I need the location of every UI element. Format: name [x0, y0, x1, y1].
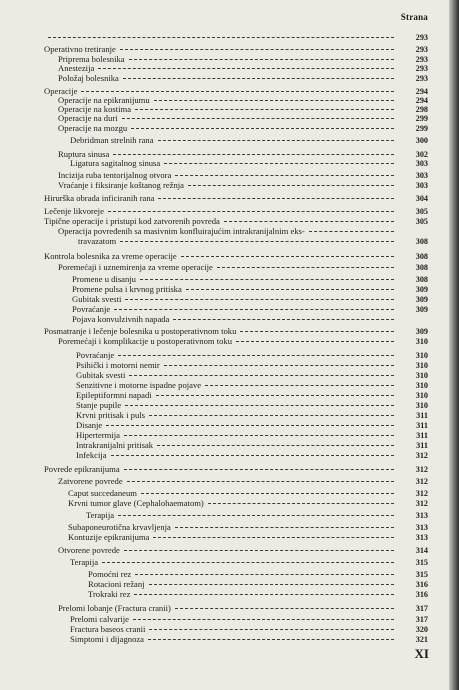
toc-entry-title: Trokraki rez [88, 589, 131, 599]
toc-entry-page-number: 299 [415, 114, 428, 123]
toc-leader-dashes [106, 425, 394, 426]
toc-entry-title: Senzitivne i motorne ispadne pojave [76, 380, 202, 390]
toc-entry-page-number: 293 [415, 55, 428, 64]
toc-leader-dashes [122, 118, 394, 119]
toc-leader-dashes [148, 639, 394, 640]
toc-entry-page-number: 293 [415, 45, 428, 54]
toc-entry-page-number: 303 [415, 181, 428, 190]
toc-entry-title: Stanje pupile [76, 400, 122, 410]
toc-leader-dashes [149, 584, 394, 585]
toc-entry-title: Povraćanje [72, 304, 111, 314]
toc-leader-dashes [140, 279, 394, 280]
toc-entry-title: Gubitak svesti [76, 370, 126, 380]
toc-leader-dashes [224, 221, 394, 222]
toc-entry-title: Gubitak svesti [72, 294, 122, 304]
toc-leader-dashes [135, 574, 394, 575]
toc-leader-dashes [164, 163, 394, 164]
toc-entry-page-number: 310 [415, 391, 428, 400]
toc-entry-title: Operacije na mozgu [58, 123, 128, 133]
toc-entry-page-number: 311 [416, 411, 428, 420]
toc-leader-dashes [123, 78, 394, 79]
toc-entry-title: Simptomi i dijagnoza [70, 634, 144, 644]
toc-entry-page-number: 313 [415, 511, 428, 520]
toc-leader-dashes [158, 198, 394, 199]
toc-entry-page-number: 302 [415, 150, 428, 159]
toc-entry-title: Operacije na duri [58, 113, 118, 123]
toc-leader-dashes [124, 435, 394, 436]
toc-leader-dashes [118, 355, 394, 356]
toc-leader-dashes [149, 629, 394, 630]
toc-entry [0, 464, 428, 475]
toc-entry-page-number: 310 [415, 401, 428, 410]
toc-entry-title: Krvni tumor glave (Cephalohaematom) [68, 498, 204, 508]
toc-entry-page-number: 310 [415, 361, 428, 370]
toc-entry [0, 32, 428, 43]
toc-entry-page-number: 312 [415, 489, 428, 498]
toc-entry-page-number: 303 [415, 159, 428, 168]
toc-entry-page-number: 308 [415, 263, 428, 272]
toc-entry-title: Rotacioni režanj [88, 579, 145, 589]
toc-entry-title: Otvorene povrede [58, 545, 120, 555]
toc-leader-dashes [181, 256, 394, 257]
toc-leader-dashes [98, 68, 394, 69]
toc-entry-page-number: 310 [415, 371, 428, 380]
toc-entry-title: Tipične operacije i pristupi kod zatvorenih povreda [44, 216, 220, 226]
toc-entry-page-number: 300 [415, 136, 428, 145]
toc-leader-dashes [149, 415, 394, 416]
toc-entry-title: Položaj bolesnika [58, 73, 119, 83]
toc-leader-dashes [175, 608, 394, 609]
toc-entry-page-number: 316 [415, 590, 428, 599]
toc-leader-dashes [118, 515, 394, 516]
toc-leader-dashes [188, 185, 394, 186]
toc-entry-page-number: 312 [415, 451, 428, 460]
toc-leader-dashes [125, 299, 394, 300]
toc-entry-title: Operacije [44, 86, 78, 96]
toc-entry-page-number: 314 [415, 546, 428, 555]
toc-entry [0, 193, 428, 204]
toc-leader-dashes [240, 331, 394, 332]
toc-entry [0, 236, 428, 247]
toc-leader-dashes [102, 562, 394, 563]
toc-entry-page-number: 308 [415, 237, 428, 246]
toc-entry-page-number: 317 [415, 615, 428, 624]
toc-entry-title: Prelomi lobanje (Fractura cranii) [58, 603, 171, 613]
toc-entry-title: Incizija ruba tentorijalnog otvora [58, 170, 172, 180]
toc-entry-title: Prelomi calvarije [70, 614, 129, 624]
toc-leader-dashes [217, 267, 394, 268]
toc-entry-title: Infekcija [76, 450, 107, 460]
toc-entry [0, 123, 428, 134]
toc-leader-dashes [186, 289, 394, 290]
toc-entry-title: travazatom [78, 236, 117, 246]
toc-entry-title: Psihički i motorni nemir [76, 360, 160, 370]
toc-entry-page-number: 312 [415, 465, 428, 474]
toc-leader-dashes [164, 365, 394, 366]
toc-entry-title: Priprema bolesnika [58, 54, 125, 64]
toc-entry [0, 450, 428, 461]
toc-entry [0, 476, 428, 487]
toc-entry-page-number: 309 [415, 305, 428, 314]
toc-entry-title: Kontrola bolesnika za vreme operacije [44, 251, 177, 261]
toc-entry-title: Vraćanje i fiksiranje koštanog režnja [58, 180, 184, 190]
toc-entry-page-number: 321 [415, 635, 428, 644]
toc-entry-page-number: 298 [415, 105, 428, 114]
toc-entry-page-number: 310 [415, 351, 428, 360]
toc-entry [0, 557, 428, 568]
toc-leader-dashes [120, 49, 394, 50]
toc-entry-title: Poremećaji i komplikacije u postoperativnom toku [58, 336, 232, 346]
toc-entry-title: Subaponeurotična krvavljenja [68, 522, 171, 532]
toc-entry-page-number: 299 [415, 124, 428, 133]
toc-entry-page-number: 309 [415, 285, 428, 294]
toc-entry-page-number: 293 [415, 33, 428, 42]
toc-leader-dashes [133, 619, 394, 620]
toc-leader-dashes [111, 455, 394, 456]
toc-entry-title: Debridman strelnih rana [70, 135, 154, 145]
page-column-header: Strana [400, 12, 428, 22]
toc-entry-page-number: 304 [415, 194, 428, 203]
toc-entry-page-number: 313 [415, 533, 428, 542]
toc-entry [0, 634, 428, 645]
toc-entry-page-number: 293 [415, 64, 428, 73]
toc-entry [0, 314, 428, 325]
toc-entry [0, 73, 428, 84]
toc-entry-title: Operativno tretiranje [44, 44, 116, 54]
toc-entry-page-number: 310 [415, 337, 428, 346]
toc-leader-dashes [154, 100, 394, 101]
toc-leader-dashes [236, 341, 394, 342]
toc-entry-page-number: 303 [415, 171, 428, 180]
toc-entry [0, 510, 428, 521]
toc-entry-page-number: 308 [415, 252, 428, 261]
toc-entry-page-number: 308 [415, 275, 428, 284]
toc-entry [0, 262, 428, 273]
toc-leader-dashes [48, 37, 394, 38]
toc-entry-page-number: 315 [415, 570, 428, 579]
roman-page-number: XI [414, 646, 429, 661]
toc-entry-page-number: 312 [415, 477, 428, 486]
toc-entry [0, 603, 428, 614]
toc-entry-page-number: 317 [415, 604, 428, 613]
toc-leader-dashes [158, 140, 394, 141]
toc-entry-page-number: 294 [415, 96, 428, 105]
toc-leader-dashes [127, 481, 394, 482]
toc-entry-page-number: 310 [415, 381, 428, 390]
toc-entry [0, 336, 428, 347]
toc-entry-title: Promene u disanju [72, 274, 136, 284]
toc-leader-dashes [134, 594, 394, 595]
toc-entry-title: Poremećaji i uznemirenja za vreme operacije [58, 262, 213, 272]
toc-leader-dashes [208, 503, 394, 504]
toc-entry-title: Hipertermija [76, 430, 120, 440]
toc-entry-title: Krvni pritisak i puls [76, 410, 145, 420]
toc-leader-dashes [175, 175, 394, 176]
toc-entry-title: Zatvorene povrede [58, 476, 123, 486]
toc-leader-dashes [124, 550, 394, 551]
toc-leader-dashes [156, 395, 394, 396]
toc-entry-title: Hirurška obrada inficiranih rana [44, 193, 155, 203]
toc-leader-dashes [309, 231, 394, 232]
toc-entry-title: Operacija povređenih sa masivnim konfluirajućim intrakranijalnim eks- [58, 226, 305, 236]
toc-entry [0, 545, 428, 556]
toc-entry-page-number: 320 [415, 625, 428, 634]
toc-entry-page-number: 293 [415, 74, 428, 83]
toc-entry-title: Operacije na epikranijumu [58, 95, 150, 105]
toc-leader-dashes [157, 445, 394, 446]
toc-entry-title: Povrede epikranijuma [44, 464, 120, 474]
toc-entry-title: Fractura baseos cranii [70, 624, 146, 634]
toc-leader-dashes [131, 128, 394, 129]
toc-entry-page-number: 313 [415, 523, 428, 532]
toc-leader-dashes [129, 59, 394, 60]
toc-entry-page-number: 316 [415, 580, 428, 589]
toc-entry-title: Posmatranje i lečenje bolesnika u postoperativnom toku [44, 326, 237, 336]
toc-entry-page-number: 305 [415, 207, 428, 216]
toc-entry-page-number: 311 [416, 441, 428, 450]
toc-entry-title: Pomoćni rez [88, 569, 132, 579]
toc-leader-dashes [113, 154, 394, 155]
toc-entry-page-number: 311 [416, 421, 428, 430]
toc-entry-title: Disanje [76, 420, 103, 430]
toc-entry [0, 498, 428, 509]
toc-entry-page-number: 309 [415, 295, 428, 304]
toc-entry-title: Povraćanje [76, 350, 115, 360]
toc-entry [0, 158, 428, 169]
toc-entry-page-number: 312 [415, 499, 428, 508]
toc-leader-dashes [153, 537, 394, 538]
toc-entry-page-number: 294 [415, 87, 428, 96]
toc-entry-page-number: 309 [415, 327, 428, 336]
toc-entry-title: Epileptiformni napadi [76, 390, 152, 400]
toc-leader-dashes [141, 493, 394, 494]
toc-entry [0, 135, 428, 146]
toc-leader-dashes [81, 91, 394, 92]
toc-entry-title: Operacije na kostima [58, 104, 132, 114]
toc-entry-title: Intrakranijalni pritisak [76, 440, 154, 450]
toc-entry [0, 251, 428, 262]
toc-leader-dashes [173, 319, 394, 320]
toc-entry-page-number: 315 [415, 558, 428, 567]
toc-leader-dashes [114, 309, 394, 310]
toc-leader-dashes [108, 211, 394, 212]
toc-leader-dashes [129, 375, 394, 376]
toc-entry-page-number: 311 [416, 431, 428, 440]
toc-entry-title: Terapija [86, 510, 115, 520]
toc-entry-title: Ligatura sagitalnog sinusa [70, 158, 161, 168]
toc-entry-title: Promene pulsa i krvnog pritiska [72, 284, 182, 294]
toc-entry [0, 589, 428, 600]
toc-entry-title: Terapija [70, 557, 99, 567]
toc-entry-title: Caput succedaneum [68, 488, 137, 498]
toc-entry-title: Ruptura sinusa [58, 149, 110, 159]
toc-entry-title: Lečenje likvoreje [44, 206, 104, 216]
toc-entry-title: Kontuzije epikranijuma [68, 532, 150, 542]
toc-entry-title: Pojava konvulzivnih napada [72, 314, 170, 324]
toc-leader-dashes [124, 469, 394, 470]
toc-entry-title: Anestezija [58, 63, 95, 73]
toc-leader-dashes [175, 527, 394, 528]
toc-leader-dashes [135, 109, 394, 110]
toc-leader-dashes [125, 405, 394, 406]
toc-entry [0, 532, 428, 543]
toc-leader-dashes [120, 241, 394, 242]
toc-entry-page-number: 305 [415, 217, 428, 226]
toc-entry [0, 180, 428, 191]
toc-leader-dashes [205, 385, 394, 386]
